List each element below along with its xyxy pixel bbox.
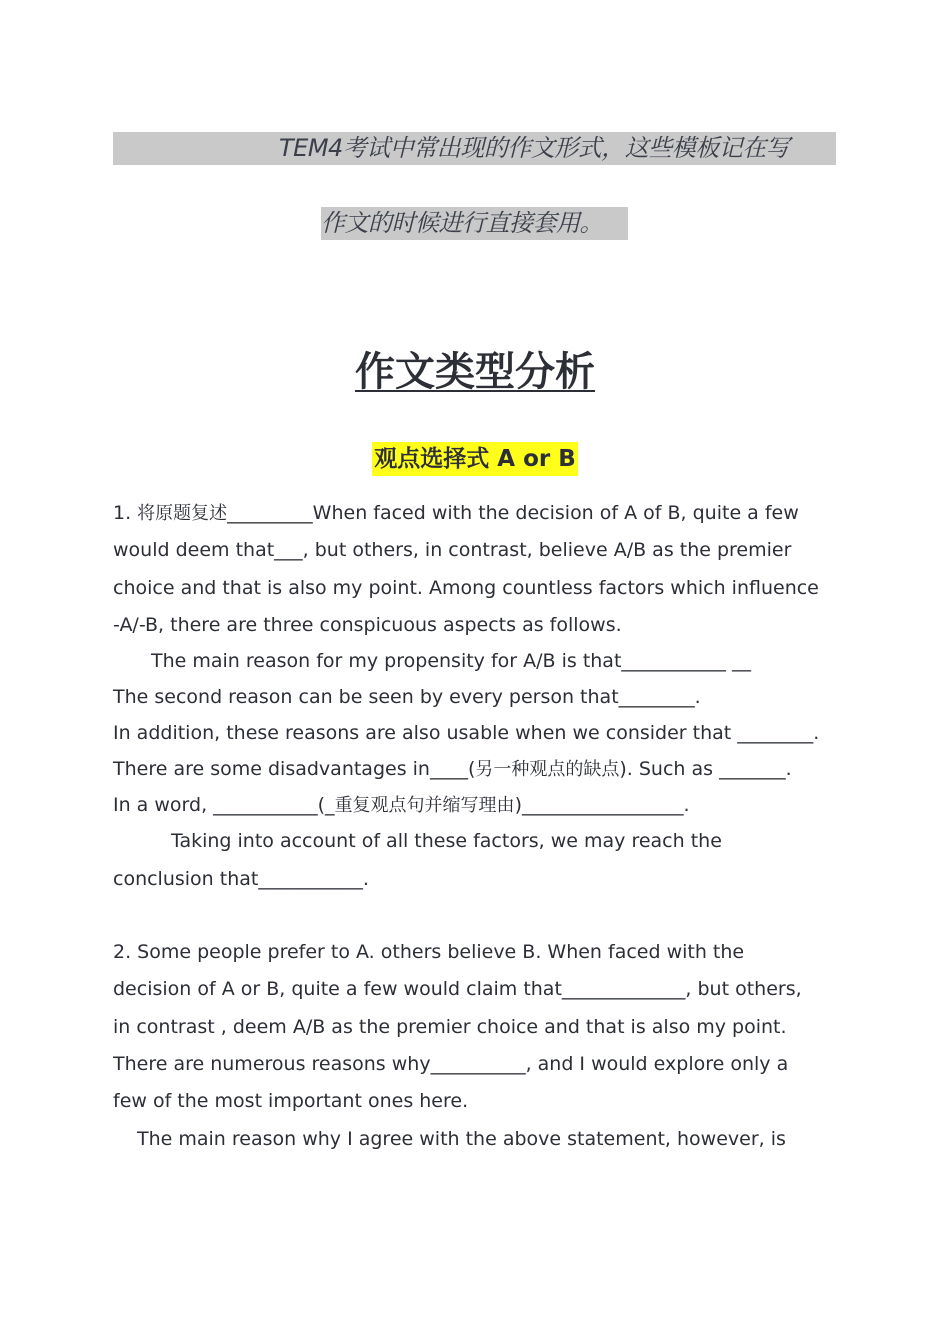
- paragraph-line: The main reason why I agree with the above statement, however, is: [137, 1128, 786, 1150]
- intro-line-1: TEM4考试中常出现的作文形式，这些模板记在写: [279, 132, 836, 165]
- paragraph-line: 2. Some people prefer to A. others believe B. When faced with the: [113, 941, 745, 963]
- paragraph-line: few of the most important ones here.: [113, 1090, 469, 1112]
- page-title-text: 作文类型分析: [355, 349, 595, 395]
- paragraph-line: conclusion that___________.: [113, 868, 369, 890]
- paragraph-line: [113, 500, 799, 527]
- intro-highlight-block: [113, 132, 281, 165]
- paragraph-line: The main reason for my propensity for A/B is that___________ __: [151, 650, 751, 672]
- paragraph-line: In addition, these reasons are also usable when we consider that ________.: [113, 722, 820, 744]
- paragraph-line: -A/-B, there are three conspicuous aspects as follows.: [113, 614, 622, 636]
- chinese-note: 另一种观点的缺点: [475, 759, 620, 780]
- intro-line-2: 作文的时候进行直接套用。: [321, 207, 628, 240]
- line-text: In a word, ___________(_: [113, 794, 335, 816]
- section-heading: [0, 442, 950, 476]
- chinese-note: 重复观点句并缩写理由: [334, 795, 515, 816]
- item-number: 1.: [113, 502, 138, 524]
- paragraph-line: choice and that is also my point. Among countless factors which influence: [113, 577, 819, 599]
- paragraph-line: The second reason can be seen by every person that________.: [113, 686, 701, 708]
- paragraph-line: decision of A or B, quite a few would claim that_____________, but others,: [113, 978, 802, 1000]
- paragraph-line: would deem that___, but others, in contrast, believe A/B as the premier: [113, 539, 792, 561]
- line-text: _________When faced with the decision of A of B, quite a few: [227, 502, 799, 524]
- line-text: )_________________.: [514, 794, 690, 816]
- paragraph-line: [113, 756, 792, 783]
- paragraph-line: Taking into account of all these factors, we may reach the: [171, 830, 722, 852]
- paragraph-line: in contrast , deem A/B as the premier choice and that is also my point.: [113, 1016, 787, 1038]
- page-title: [0, 344, 950, 400]
- paragraph-line: [113, 792, 690, 819]
- paragraph-line: There are numerous reasons why__________, and I would explore only a: [113, 1053, 789, 1075]
- chinese-note: 将原题复述: [137, 503, 228, 524]
- line-text: There are some disadvantages in____(: [113, 758, 476, 780]
- line-text: ). Such as _______.: [619, 758, 792, 780]
- section-heading-text: 观点选择式 A or B: [372, 442, 578, 476]
